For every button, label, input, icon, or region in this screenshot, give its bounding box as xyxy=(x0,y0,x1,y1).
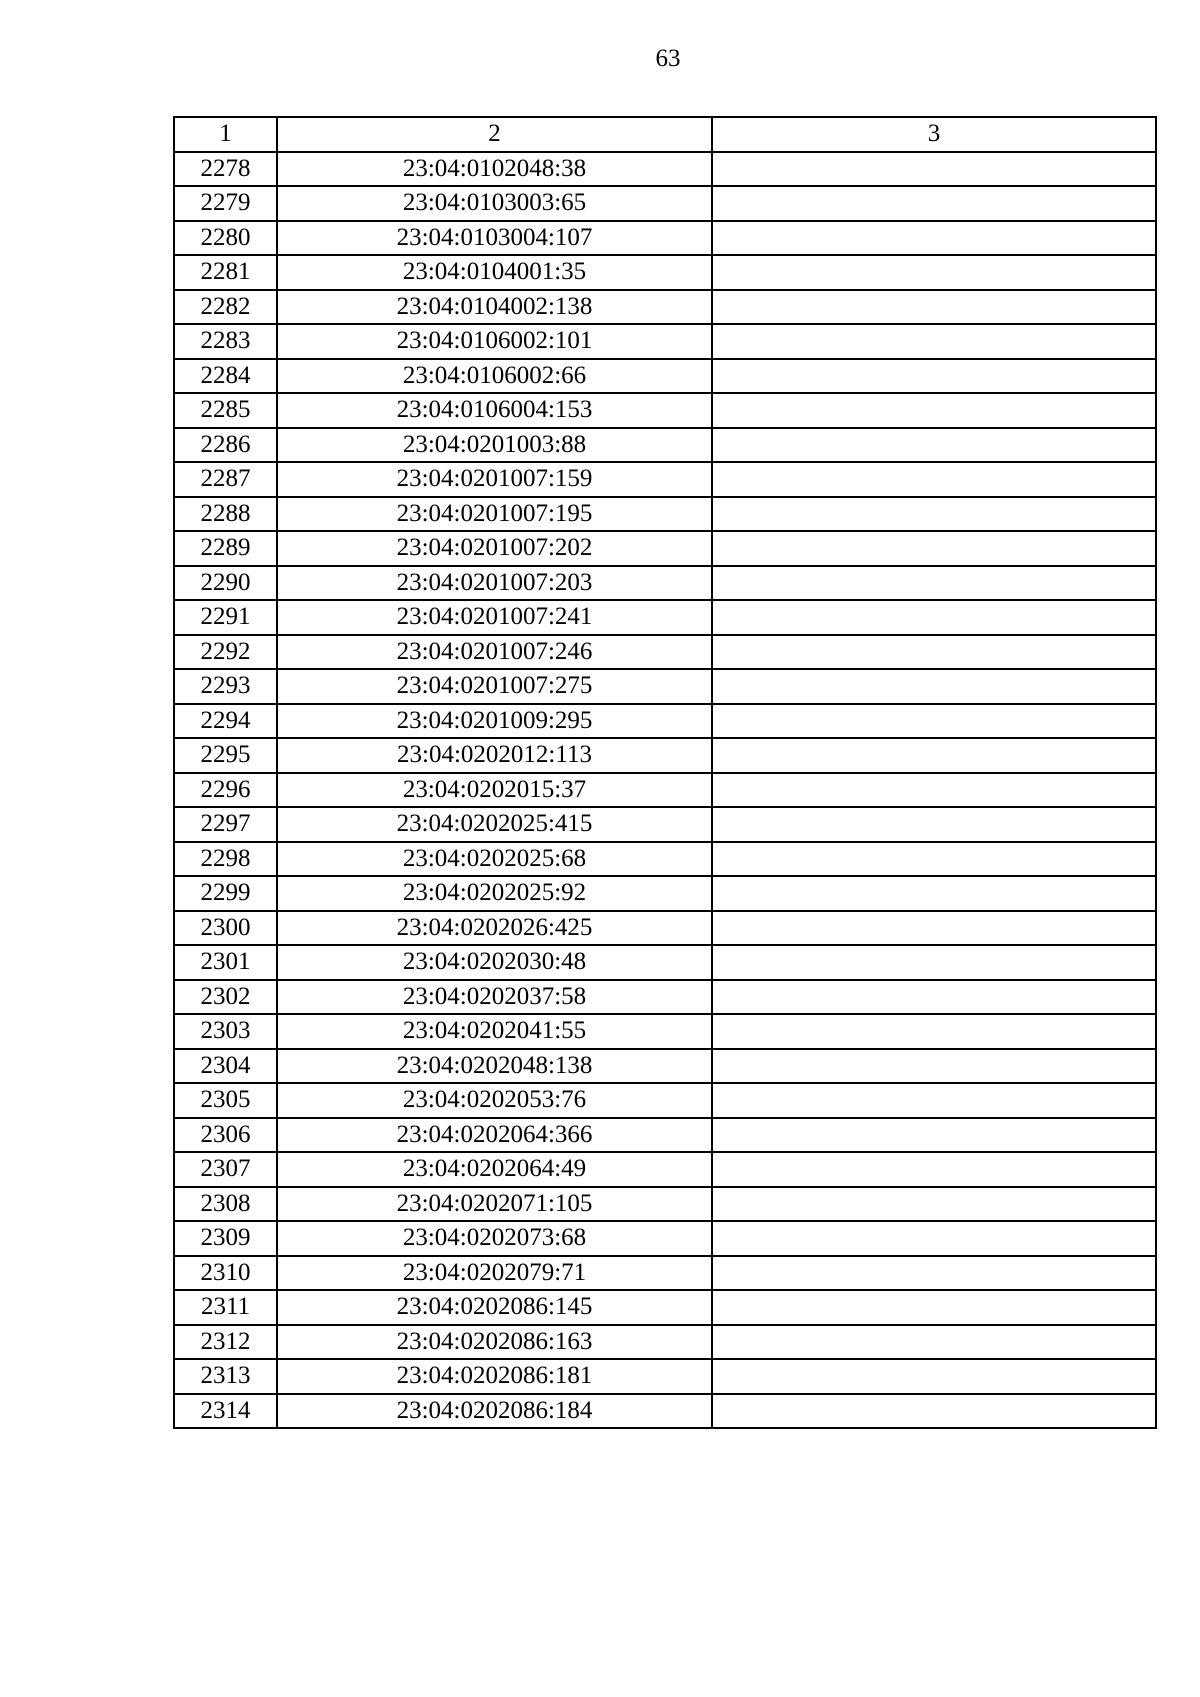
cadastral-number-cell: 23:04:0202048:138 xyxy=(277,1049,712,1084)
cadastral-number-cell: 23:04:0202086:184 xyxy=(277,1394,712,1429)
row-number-cell: 2294 xyxy=(174,704,277,739)
row-number-cell: 2285 xyxy=(174,393,277,428)
row-number-cell: 2291 xyxy=(174,600,277,635)
table-header xyxy=(174,117,1156,152)
note-cell xyxy=(712,945,1156,980)
table-row xyxy=(174,669,1156,704)
cadastral-number-cell: 23:04:0202030:48 xyxy=(277,945,712,980)
registry-table-container xyxy=(173,116,1157,1429)
table-body xyxy=(174,152,1156,1429)
table-row xyxy=(174,324,1156,359)
row-number-cell: 2283 xyxy=(174,324,277,359)
table-row xyxy=(174,1394,1156,1429)
table-row xyxy=(174,1014,1156,1049)
table-row xyxy=(174,186,1156,221)
note-cell xyxy=(712,462,1156,497)
cadastral-number-cell: 23:04:0104002:138 xyxy=(277,290,712,325)
cadastral-number-cell: 23:04:0202071:105 xyxy=(277,1187,712,1222)
table-row xyxy=(174,738,1156,773)
cadastral-number-cell: 23:04:0202025:92 xyxy=(277,876,712,911)
note-cell xyxy=(712,531,1156,566)
note-cell xyxy=(712,324,1156,359)
table-row xyxy=(174,497,1156,532)
cadastral-number-cell: 23:04:0202064:366 xyxy=(277,1118,712,1153)
row-number-cell: 2289 xyxy=(174,531,277,566)
table-row xyxy=(174,1118,1156,1153)
table-row xyxy=(174,1325,1156,1360)
row-number-cell: 2282 xyxy=(174,290,277,325)
table-row xyxy=(174,945,1156,980)
row-number-cell: 2312 xyxy=(174,1325,277,1360)
note-cell xyxy=(712,635,1156,670)
note-cell xyxy=(712,1221,1156,1256)
note-cell xyxy=(712,1118,1156,1153)
note-cell xyxy=(712,1394,1156,1429)
row-number-cell: 2303 xyxy=(174,1014,277,1049)
note-cell xyxy=(712,773,1156,808)
row-number-cell: 2305 xyxy=(174,1083,277,1118)
row-number-cell: 2281 xyxy=(174,255,277,290)
table-row xyxy=(174,393,1156,428)
row-number-cell: 2302 xyxy=(174,980,277,1015)
cadastral-number-cell: 23:04:0106002:66 xyxy=(277,359,712,394)
table-row xyxy=(174,807,1156,842)
cadastral-number-cell: 23:04:0201007:241 xyxy=(277,600,712,635)
row-number-cell: 2295 xyxy=(174,738,277,773)
row-number-cell: 2311 xyxy=(174,1290,277,1325)
note-cell xyxy=(712,1290,1156,1325)
cadastral-number-cell: 23:04:0202086:163 xyxy=(277,1325,712,1360)
cadastral-number-cell: 23:04:0202037:58 xyxy=(277,980,712,1015)
table-row xyxy=(174,1152,1156,1187)
note-cell xyxy=(712,1083,1156,1118)
cadastral-number-cell: 23:04:0202026:425 xyxy=(277,911,712,946)
cadastral-number-cell: 23:04:0202073:68 xyxy=(277,1221,712,1256)
note-cell xyxy=(712,704,1156,739)
table-row xyxy=(174,911,1156,946)
row-number-cell: 2299 xyxy=(174,876,277,911)
cadastral-number-cell: 23:04:0103004:107 xyxy=(277,221,712,256)
note-cell xyxy=(712,255,1156,290)
cadastral-number-cell: 23:04:0202053:76 xyxy=(277,1083,712,1118)
cadastral-number-cell: 23:04:0202041:55 xyxy=(277,1014,712,1049)
registry-table xyxy=(173,116,1157,1429)
note-cell xyxy=(712,393,1156,428)
cadastral-number-cell: 23:04:0201007:202 xyxy=(277,531,712,566)
header-cell-1: 1 xyxy=(174,117,277,152)
row-number-cell: 2309 xyxy=(174,1221,277,1256)
table-row xyxy=(174,773,1156,808)
cadastral-number-cell: 23:04:0201007:275 xyxy=(277,669,712,704)
note-cell xyxy=(712,911,1156,946)
row-number-cell: 2314 xyxy=(174,1394,277,1429)
row-number-cell: 2310 xyxy=(174,1256,277,1291)
row-number-cell: 2308 xyxy=(174,1187,277,1222)
row-number-cell: 2313 xyxy=(174,1359,277,1394)
row-number-cell: 2293 xyxy=(174,669,277,704)
note-cell xyxy=(712,1049,1156,1084)
note-cell xyxy=(712,738,1156,773)
row-number-cell: 2307 xyxy=(174,1152,277,1187)
cadastral-number-cell: 23:04:0104001:35 xyxy=(277,255,712,290)
cadastral-number-cell: 23:04:0202079:71 xyxy=(277,1256,712,1291)
cadastral-number-cell: 23:04:0202025:415 xyxy=(277,807,712,842)
table-row xyxy=(174,1187,1156,1222)
cadastral-number-cell: 23:04:0102048:38 xyxy=(277,152,712,187)
table-row xyxy=(174,290,1156,325)
table-row xyxy=(174,359,1156,394)
note-cell xyxy=(712,669,1156,704)
note-cell xyxy=(712,359,1156,394)
note-cell xyxy=(712,290,1156,325)
cadastral-number-cell: 23:04:0202025:68 xyxy=(277,842,712,877)
row-number-cell: 2297 xyxy=(174,807,277,842)
cadastral-number-cell: 23:04:0201009:295 xyxy=(277,704,712,739)
table-row xyxy=(174,876,1156,911)
note-cell xyxy=(712,600,1156,635)
row-number-cell: 2292 xyxy=(174,635,277,670)
table-row xyxy=(174,531,1156,566)
table-row xyxy=(174,1083,1156,1118)
note-cell xyxy=(712,497,1156,532)
row-number-cell: 2278 xyxy=(174,152,277,187)
cadastral-number-cell: 23:04:0201003:88 xyxy=(277,428,712,463)
row-number-cell: 2287 xyxy=(174,462,277,497)
table-row xyxy=(174,842,1156,877)
row-number-cell: 2286 xyxy=(174,428,277,463)
note-cell xyxy=(712,1152,1156,1187)
cadastral-number-cell: 23:04:0201007:203 xyxy=(277,566,712,601)
row-number-cell: 2296 xyxy=(174,773,277,808)
note-cell xyxy=(712,807,1156,842)
note-cell xyxy=(712,1187,1156,1222)
row-number-cell: 2290 xyxy=(174,566,277,601)
table-row xyxy=(174,462,1156,497)
note-cell xyxy=(712,186,1156,221)
note-cell xyxy=(712,980,1156,1015)
note-cell xyxy=(712,876,1156,911)
row-number-cell: 2298 xyxy=(174,842,277,877)
row-number-cell: 2304 xyxy=(174,1049,277,1084)
row-number-cell: 2284 xyxy=(174,359,277,394)
row-number-cell: 2300 xyxy=(174,911,277,946)
table-row xyxy=(174,980,1156,1015)
row-number-cell: 2301 xyxy=(174,945,277,980)
row-number-cell: 2280 xyxy=(174,221,277,256)
cadastral-number-cell: 23:04:0201007:195 xyxy=(277,497,712,532)
table-row xyxy=(174,600,1156,635)
note-cell xyxy=(712,1014,1156,1049)
table-row xyxy=(174,255,1156,290)
note-cell xyxy=(712,152,1156,187)
note-cell xyxy=(712,1325,1156,1360)
note-cell xyxy=(712,566,1156,601)
table-row xyxy=(174,1221,1156,1256)
note-cell xyxy=(712,221,1156,256)
cadastral-number-cell: 23:04:0202064:49 xyxy=(277,1152,712,1187)
table-row xyxy=(174,1359,1156,1394)
table-row xyxy=(174,566,1156,601)
note-cell xyxy=(712,428,1156,463)
cadastral-number-cell: 23:04:0106004:153 xyxy=(277,393,712,428)
header-row xyxy=(174,117,1156,152)
note-cell xyxy=(712,1359,1156,1394)
table-row xyxy=(174,704,1156,739)
table-row xyxy=(174,635,1156,670)
cadastral-number-cell: 23:04:0103003:65 xyxy=(277,186,712,221)
table-row xyxy=(174,221,1156,256)
cadastral-number-cell: 23:04:0202086:181 xyxy=(277,1359,712,1394)
row-number-cell: 2288 xyxy=(174,497,277,532)
cadastral-number-cell: 23:04:0106002:101 xyxy=(277,324,712,359)
cadastral-number-cell: 23:04:0202086:145 xyxy=(277,1290,712,1325)
row-number-cell: 2306 xyxy=(174,1118,277,1153)
table-row xyxy=(174,1290,1156,1325)
cadastral-number-cell: 23:04:0201007:159 xyxy=(277,462,712,497)
page-number: 63 xyxy=(655,45,681,72)
table-row xyxy=(174,1256,1156,1291)
header-cell-2: 2 xyxy=(277,117,712,152)
cadastral-number-cell: 23:04:0201007:246 xyxy=(277,635,712,670)
table-row xyxy=(174,152,1156,187)
cadastral-number-cell: 23:04:0202012:113 xyxy=(277,738,712,773)
cadastral-number-cell: 23:04:0202015:37 xyxy=(277,773,712,808)
note-cell xyxy=(712,1256,1156,1291)
header-cell-3: 3 xyxy=(712,117,1156,152)
table-row xyxy=(174,428,1156,463)
row-number-cell: 2279 xyxy=(174,186,277,221)
table-row xyxy=(174,1049,1156,1084)
note-cell xyxy=(712,842,1156,877)
